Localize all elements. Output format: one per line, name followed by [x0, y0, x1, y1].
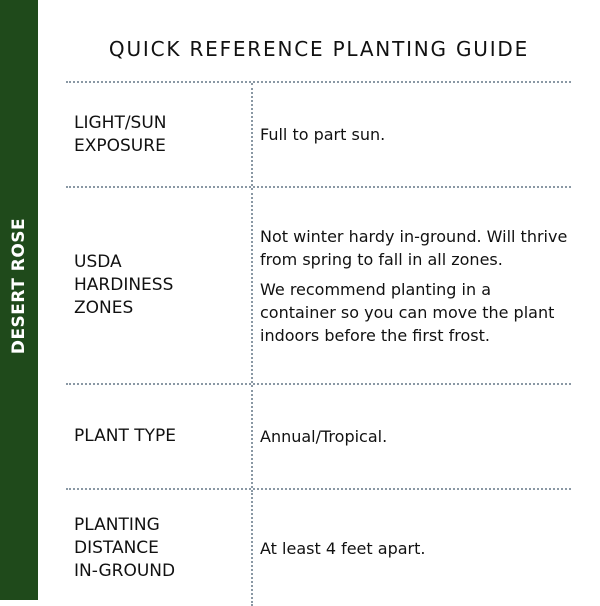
label-line: IN-GROUND [74, 560, 176, 581]
label-line: LIGHT/SUN [74, 112, 167, 133]
value-paragraph: At least 4 feet apart. [260, 538, 426, 558]
side-band [0, 0, 38, 600]
value-paragraph: Annual/Tropical. [260, 427, 388, 446]
label-line: PLANT TYPE [74, 426, 177, 446]
label-line: DISTANCE [74, 537, 159, 558]
row-value [251, 83, 571, 186]
row-label [66, 385, 251, 488]
row-value [251, 490, 571, 606]
value-paragraph: We recommend planting in a container so you can move the plant indoors before the first frost. [260, 279, 555, 345]
row-label [66, 83, 251, 186]
plant-name-label: DESERT ROSE [9, 217, 29, 355]
guide-row-planting-distance [66, 488, 571, 606]
label-line: USDA [74, 252, 122, 272]
guide-row-plant-type [66, 383, 571, 488]
guide-title: QUICK REFERENCE PLANTING GUIDE [108, 37, 530, 61]
row-label [66, 188, 251, 383]
label-line: ZONES [74, 298, 134, 318]
row-value [251, 188, 571, 383]
value-paragraph: Full to part sun. [260, 125, 386, 144]
label-line: HARDINESS [74, 275, 174, 295]
guide-row-light-exposure [66, 81, 571, 186]
label-line: PLANTING [74, 514, 160, 535]
row-label [66, 490, 251, 606]
row-value [251, 385, 571, 488]
planting-guide-table [66, 81, 571, 606]
label-line: EXPOSURE [74, 135, 166, 156]
value-paragraph: Not winter hardy in-ground. Will thrive from spring to fall in all zones. [260, 226, 568, 269]
guide-row-hardiness-zones [66, 186, 571, 383]
